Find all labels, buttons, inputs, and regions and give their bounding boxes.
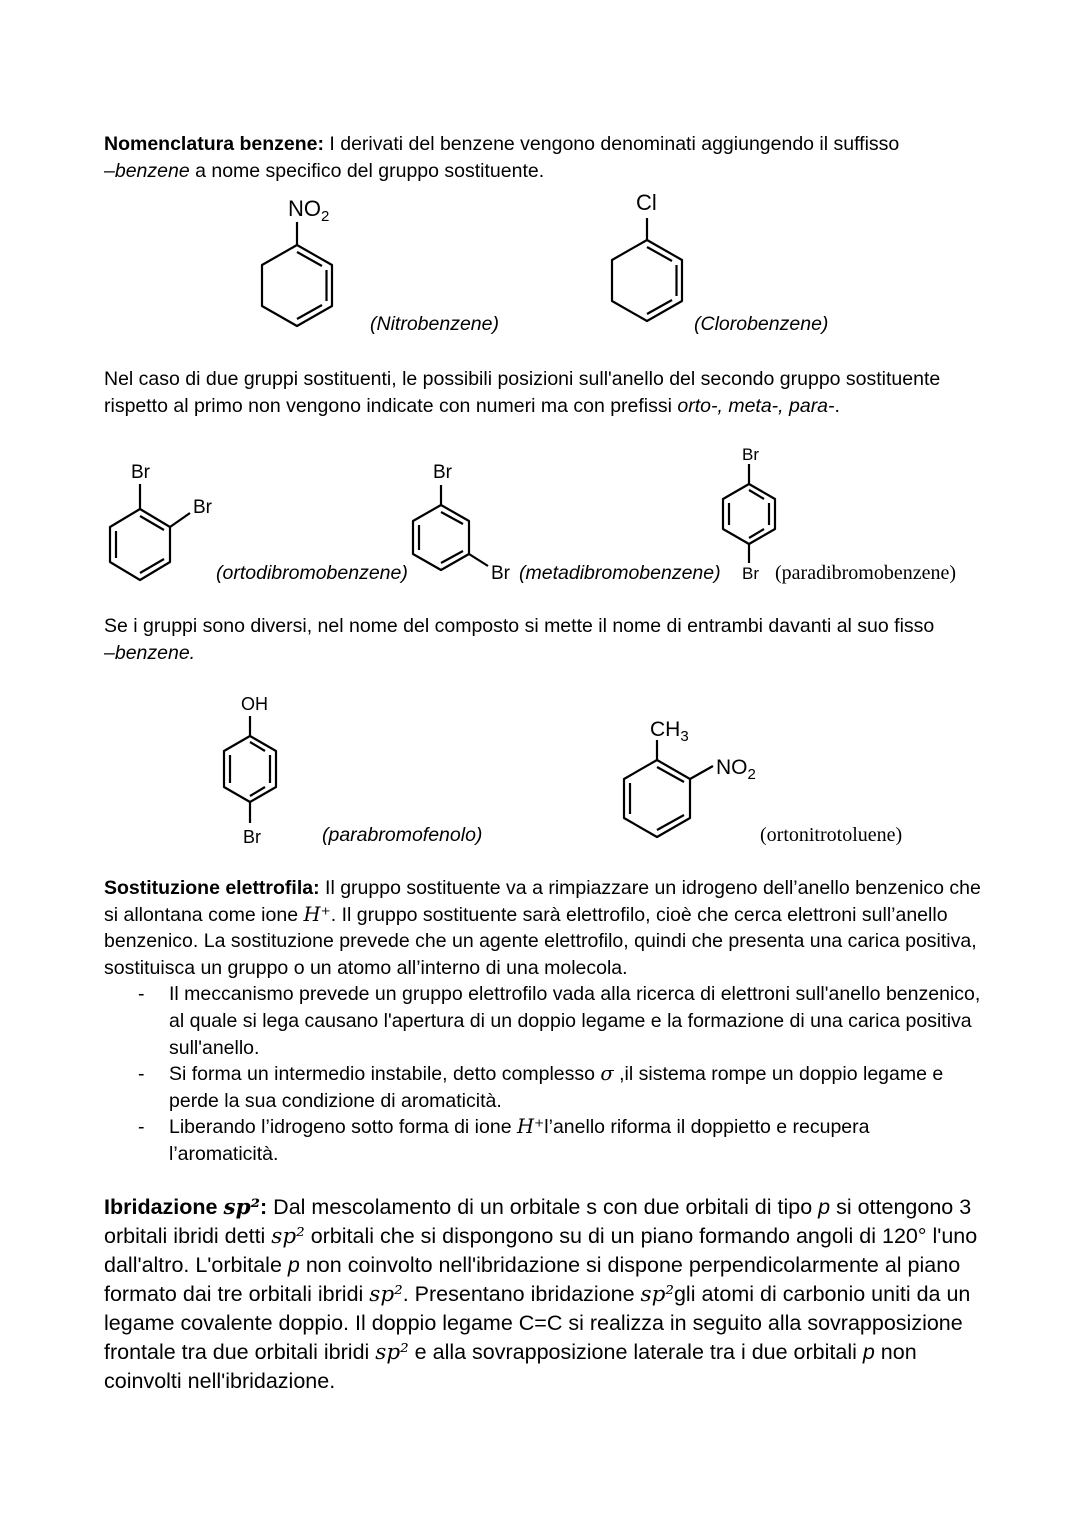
chlorobenzene-structure: [612, 218, 682, 321]
list-item: - Liberando l’idrogeno sotto forma di ione H⁺l’anello riforma il doppietto e recupera l’aromaticità.: [138, 1115, 870, 1165]
clorobenzene-label: (Clorobenzene): [694, 313, 829, 335]
ibridazione-paragraph: Ibridazione sp²: Dal mescolamento di un orbitale s con due orbitali di tipo p si ottengono 3 orbitali ibridi detti sp² orbitali che si dispongono su di un piano formando angoli di 120° l'uno dall'altro. L'orbitale p non coinvolto nell'ibridazione si dispone perpendicolarmente al piano formato dai tre orbitali ibridi sp². Presentano ibridazione sp²gli atomi di carbonio uniti da un legame covalente doppio. Il doppio legame C=C si realizza in seguito alla sovrapposizione frontale tra due orbitali ibridi sp² e alla sovrapposizione laterale tra i due orbitali p non coinvolti nell'ibridazione.: [104, 1195, 978, 1393]
ibridazione-title: Ibridazione sp²:: [104, 1195, 268, 1220]
ortodibromobenzene-structure: [110, 484, 190, 580]
due-gruppi-paragraph: Nel caso di due gruppi sostituenti, le possibili posizioni sull'anello del secondo gruppo sostituente rispetto al primo non vengono indicate con numeri ma con prefissi orto-, meta-, para-.: [104, 368, 941, 417]
nitrobenzene-label: (Nitrobenzene): [370, 313, 499, 335]
br-label-para-2: Br: [742, 564, 759, 583]
metadibromobenzene-structure: [413, 485, 488, 570]
br-label-orto-1: Br: [131, 462, 150, 483]
sostituzione-title: Sostituzione elettrofila:: [104, 877, 320, 899]
list-item: - Il meccanismo prevede un gruppo elettrofilo vada alla ricerca di elettroni sull'anello benzenico, al quale si lega causano l'apertura di un doppio legame e la formazione di una carica positiva sull'anello.: [138, 983, 981, 1059]
nitrobenzene-structure: [262, 222, 332, 326]
paradibromobenzene-structure: [723, 464, 775, 563]
cl-label: Cl: [636, 190, 657, 215]
ortonitrotoluene-label: (ortonitrotoluene): [760, 824, 903, 846]
parabromofenolo-structure: [224, 716, 276, 823]
gruppi-diversi-paragraph: Se i gruppi sono diversi, nel nome del composto si mette il nome di entrambi davanti al suo fisso –benzene.: [104, 615, 935, 664]
sostituzione-list: [104, 981, 984, 1167]
ch3-label: $CH_3$: [650, 718, 689, 745]
nomenclatura-paragraph: Nomenclatura benzene: I derivati del benzene vengono denominati aggiungendo il suffisso –benzene a nome specifico del gruppo sostituente.: [104, 133, 900, 182]
nomenclatura-title: Nomenclatura benzene:: [104, 133, 324, 155]
br-label-para-1: Br: [742, 445, 759, 464]
oh-label: OH: [241, 694, 268, 714]
ortonitrotoluene-structure: [624, 740, 713, 837]
br-label-orto-2: Br: [193, 497, 212, 518]
br-label-meta-2: Br: [491, 563, 510, 584]
br-label-fenolo: Br: [243, 827, 261, 847]
no2-label-toluene: $NO_2$: [716, 756, 756, 783]
parabromofenolo-label: (parabromofenolo): [322, 824, 483, 846]
ortodibromobenzene-label: (ortodibromobenzene): [216, 562, 408, 584]
list-item: - Si forma un intermedio instabile, detto complesso σ ,il sistema rompe un doppio legame e perde la sua condizione di aromaticità.: [138, 1062, 944, 1112]
paradibromobenzene-label: (paradibromobenzene): [775, 562, 957, 584]
br-label-meta-1: Br: [433, 462, 452, 483]
sostituzione-paragraph: Sostituzione elettrofila: Il gruppo sostituente va a rimpiazzare un idrogeno dell’anello benzenico che si allontana come ione H⁺. Il gruppo sostituente sarà elettrofilo, cioè che cerca elettroni sull’anello benzenico. La sostituzione prevede che un agente elettrofilo, quindi che presenta una carica positiva, sostituisca un gruppo o un atomo all’interno di una molecola. - Il meccanismo prevede un gruppo elettrofilo vada alla ricerca di elettroni sull'anello benzenico, al quale si lega causano l'apertura di un doppio legame e la formazione di una carica positiva sull'anello. - Si forma un intermedio instabile, detto complesso σ ,il sistema rompe un doppio legame e perde la sua condizione di aromaticità. - Liberando l’idrogeno sotto forma di ione H⁺l’anello riforma il doppietto e recupera l’aromaticità.: [104, 875, 984, 1168]
no2-label-nitrobenzene: $NO_2$: [288, 196, 330, 225]
metadibromobenzene-label: (metadibromobenzene): [519, 562, 721, 584]
